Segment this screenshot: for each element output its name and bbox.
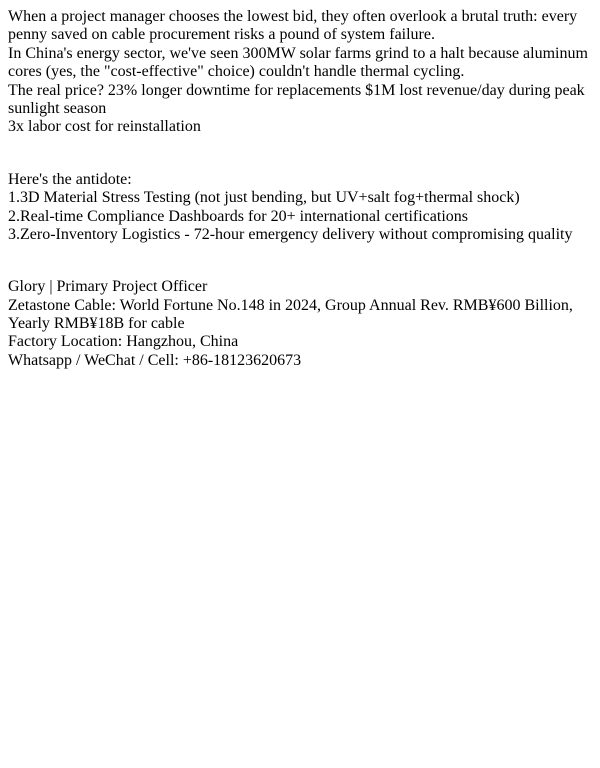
paragraph-line: The real price? 23% longer downtime for replacements $1M lost revenue/day during peak sunlight season (8, 81, 585, 117)
list-item-line: 3.Zero-Inventory Logistics - 72-hour emergency delivery without compromising quality (8, 225, 573, 243)
signature-location-line: Factory Location: Hangzhou, China (8, 333, 239, 351)
list-item-line: 1.3D Material Stress Testing (not just bending, but UV+salt fog+thermal shock) (8, 189, 520, 207)
signature-company-line: Zetastone Cable: World Fortune No.148 in 2024, Group Annual Rev. RMB¥600 Billion, Yearly RMB¥18B for cable (8, 296, 573, 333)
risk-warning-section (8, 8, 592, 137)
signature-section (8, 278, 592, 370)
paragraph-line: When a project manager chooses the lowest bid, they often overlook a brutal truth: every penny saved on cable procurement risks a pound of system failure. (8, 8, 578, 44)
document-body (0, 0, 600, 378)
section-heading-line: Here's the antidote: (8, 170, 132, 188)
paragraph-line: In China's energy sector, we've seen 300MW solar farms grind to a halt because aluminum cores (yes, the "cost-effective" choice) couldn't handle thermal cycling. (8, 44, 588, 81)
list-item-line: 2.Real-time Compliance Dashboards for 20+ international certifications (8, 207, 468, 225)
paragraph-line: 3x labor cost for reinstallation (8, 118, 201, 136)
signature-contact-line: Whatsapp / WeChat / Cell: +86-18123620673 (8, 351, 302, 369)
signature-name-line: Glory | Primary Project Officer (8, 278, 208, 296)
solution-list-section (8, 171, 592, 245)
